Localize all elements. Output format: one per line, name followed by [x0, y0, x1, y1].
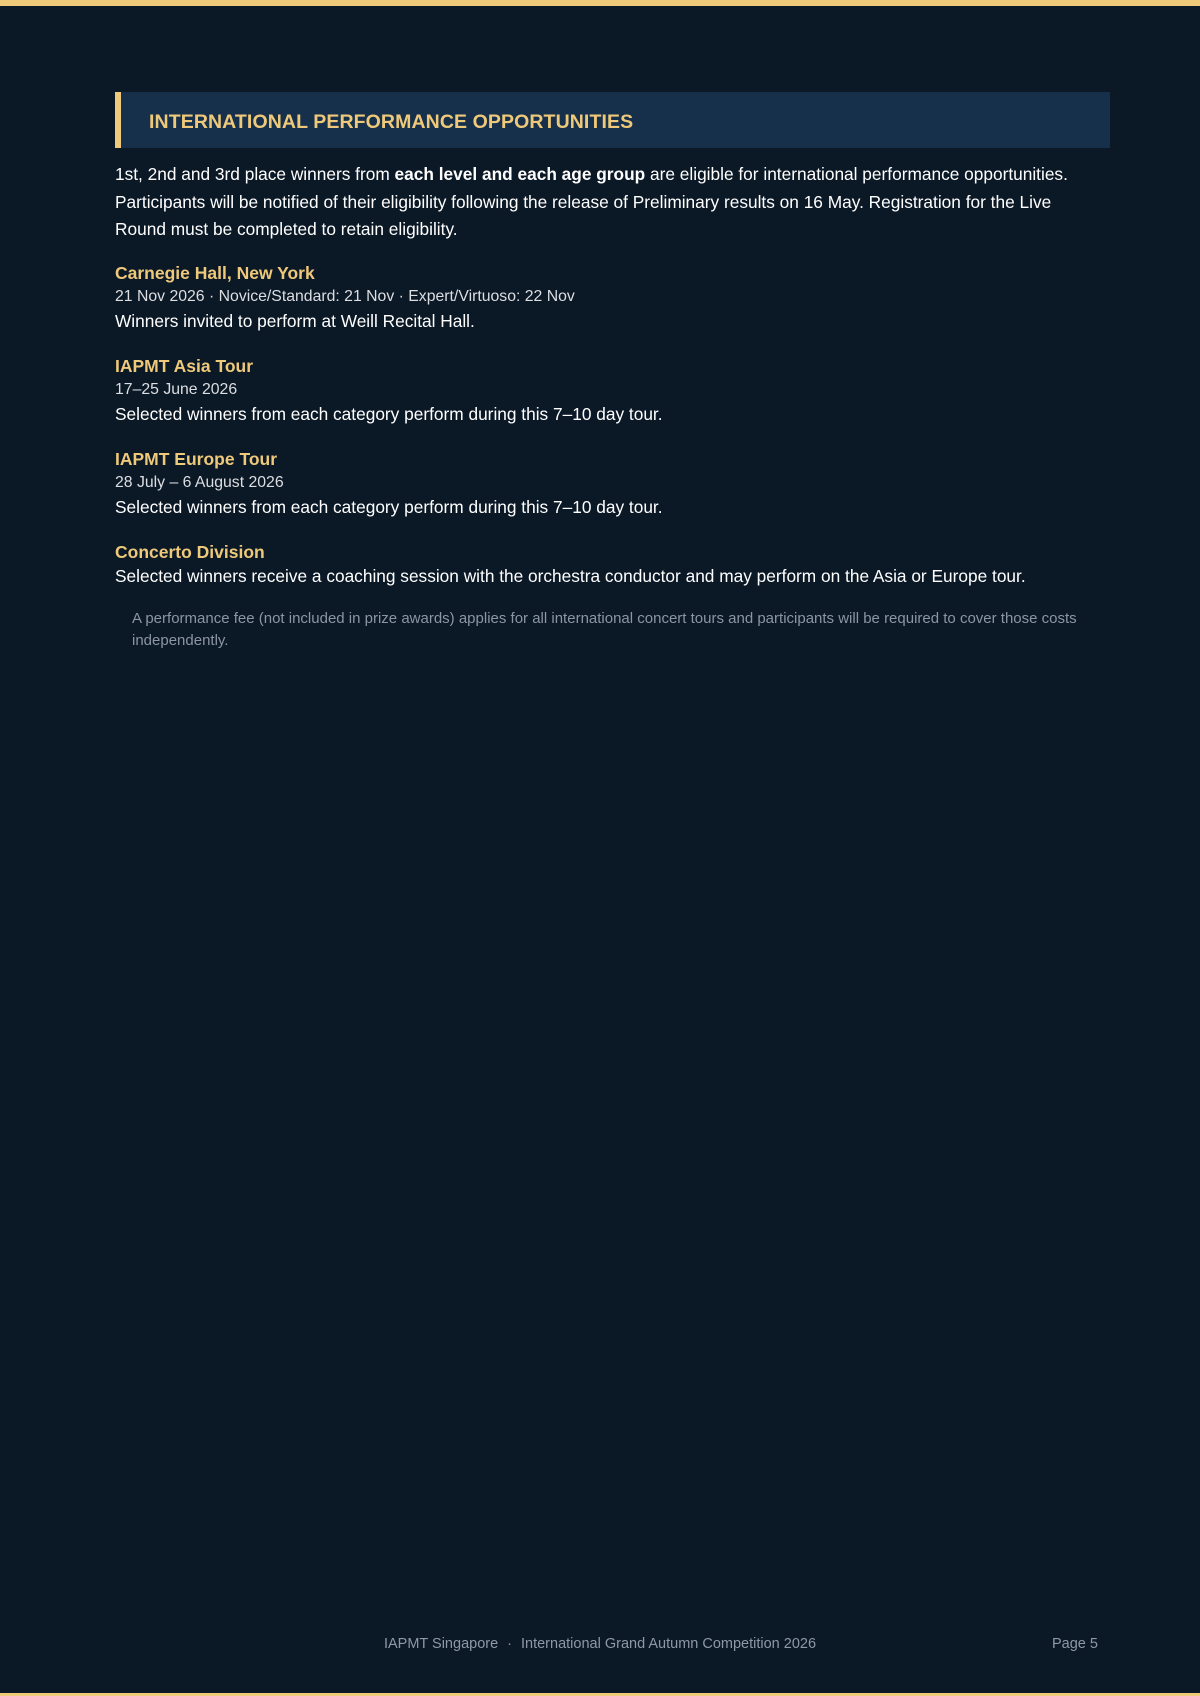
- venue-name: Concerto Division: [115, 541, 265, 562]
- venue-dates: 28 July – 6 August 2026: [115, 473, 284, 491]
- page-content: [115, 161, 1095, 652]
- intro-paragraph: [115, 161, 1095, 244]
- page-number: Page 5: [1052, 1636, 1098, 1652]
- venue-name: Carnegie Hall, New York: [115, 262, 315, 283]
- intro-text-rest: are eligible for international performance opportunities. Participants will be notified of their eligibility following the release of Preliminary results on 16 May. Registration for the Live Round must be completed to retain eligibility.: [115, 164, 1068, 239]
- footer-organization: IAPMT Singapore: [383, 1636, 499, 1652]
- venue-description: Selected winners from each category perform during this 7–10 day tour.: [115, 403, 663, 424]
- fee-footnote: A performance fee (not included in prize awards) applies for all international concert tours and participants will be required to cover those costs independently.: [132, 609, 1077, 649]
- venue-description: Selected winners receive a coaching session with the orchestra conductor and may perform on the Asia or Europe tour.: [115, 565, 1026, 586]
- venue-dates: 17–25 June 2026: [115, 380, 238, 398]
- venue-dates: 21 Nov 2026 · Novice/Standard: 21 Nov · Expert/Virtuoso: 22 Nov: [115, 287, 575, 305]
- section-header: [115, 92, 1110, 148]
- venue-asia-tour: [115, 354, 1095, 427]
- footer-separator: ·: [507, 1636, 512, 1652]
- venue-carnegie-hall: [115, 261, 1095, 334]
- intro-text-lead: 1st, 2nd and 3rd place winners from: [115, 164, 395, 184]
- section-title: INTERNATIONAL PERFORMANCE OPPORTUNITIES: [149, 110, 634, 133]
- intro-text-emphasis: each level and each age group: [394, 164, 646, 184]
- footer-competition: International Grand Autumn Competition 2026: [521, 1636, 817, 1652]
- venue-concerto-division: [115, 540, 1095, 589]
- top-accent-rule: [0, 0, 1200, 6]
- venue-name: IAPMT Asia Tour: [115, 355, 254, 376]
- venue-name: IAPMT Europe Tour: [115, 448, 278, 469]
- page-footer: [0, 1636, 1200, 1652]
- venue-description: Selected winners from each category perform during this 7–10 day tour.: [115, 496, 663, 517]
- venue-description: Winners invited to perform at Weill Recital Hall.: [115, 310, 475, 331]
- venue-europe-tour: [115, 447, 1095, 520]
